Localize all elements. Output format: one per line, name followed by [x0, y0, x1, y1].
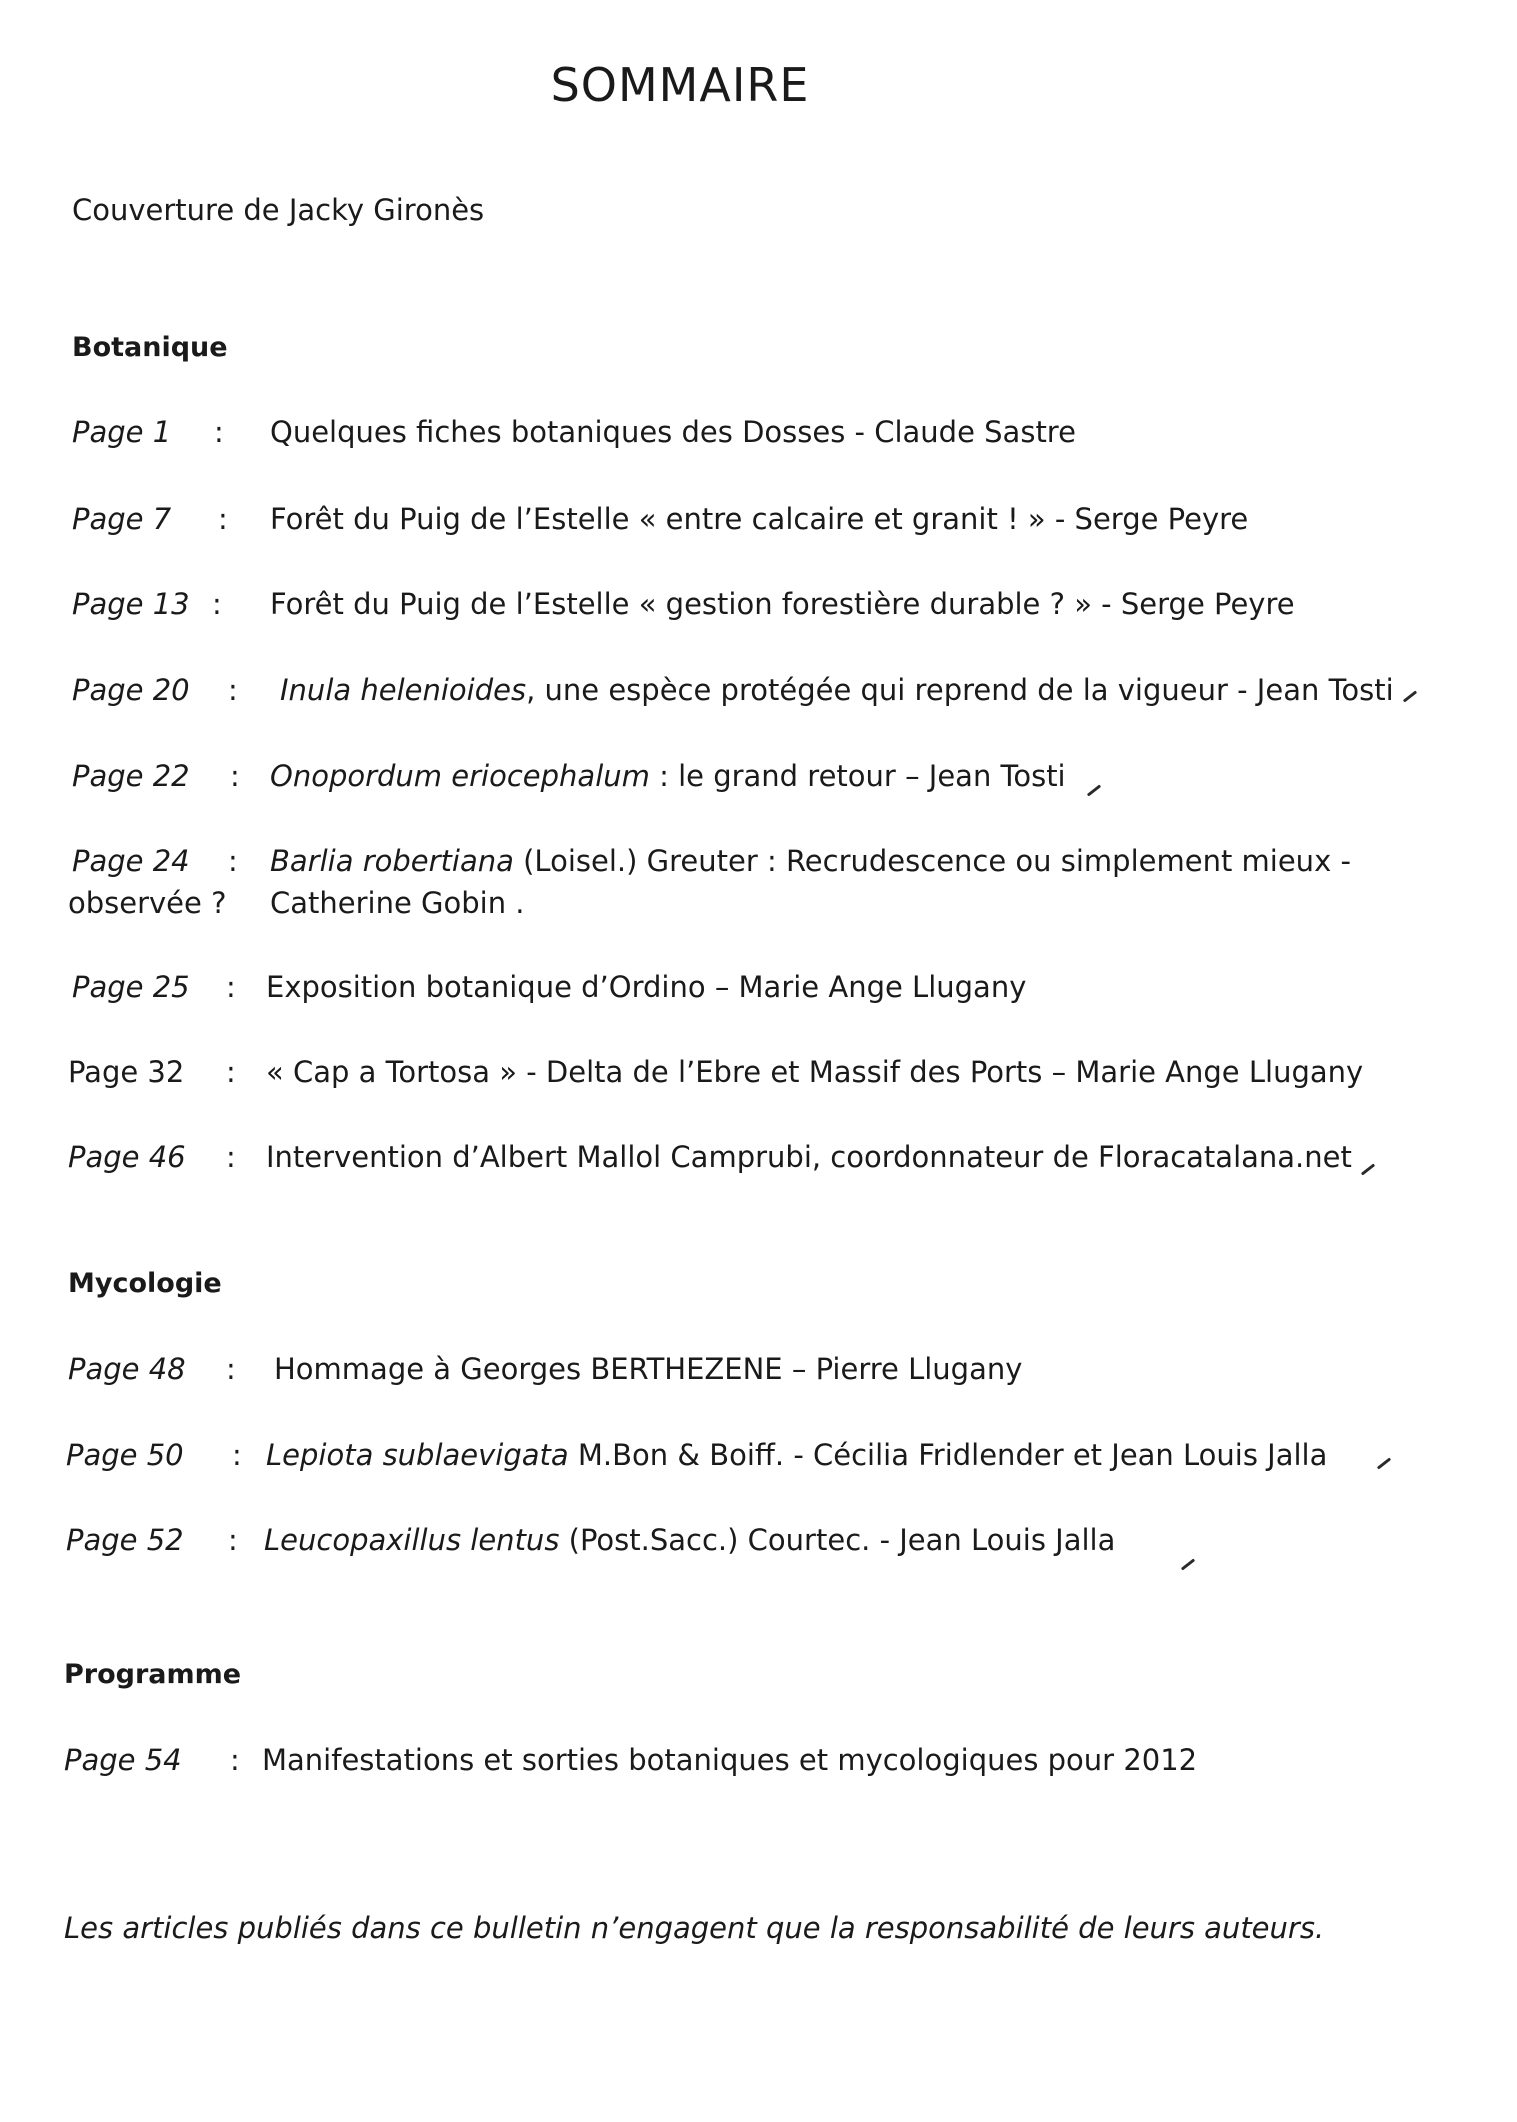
page-number: Page 54 [64, 1743, 182, 1777]
toc-entry [0, 1743, 1517, 1787]
page-number: Page 7 [72, 502, 172, 536]
separator: : [226, 1055, 236, 1089]
separator: : [228, 673, 238, 707]
separator: : [226, 1140, 236, 1174]
check-mark-icon [1403, 690, 1417, 702]
check-mark-icon [1361, 1163, 1375, 1175]
separator: : [212, 587, 222, 621]
page-number: Page 25 [72, 970, 190, 1004]
toc-entry [0, 587, 1517, 631]
separator: : [228, 1523, 238, 1557]
toc-entry [0, 759, 1517, 803]
entry-text: Onopordum eriocephalum : le grand retour – Jean Tosti [270, 759, 1066, 793]
separator: : [228, 844, 238, 878]
taxon-name: Barlia robertiana [270, 844, 514, 878]
toc-entry [0, 1140, 1517, 1184]
toc-entry [0, 415, 1517, 459]
entry-text: Lepiota sublaevigata M.Bon & Boiff. - Cécilia Fridlender et Jean Louis Jalla [266, 1438, 1328, 1472]
page-number: Page 22 [72, 759, 190, 793]
check-mark-icon [1377, 1457, 1391, 1469]
entry-text: Quelques fiches botaniques des Dosses - Claude Sastre [270, 415, 1076, 449]
check-mark-icon [1181, 1558, 1195, 1570]
separator: : [218, 502, 228, 536]
page-title: SOMMAIRE [550, 58, 810, 112]
toc-entry [0, 1523, 1517, 1567]
entry-text-continuation: observée ? [68, 886, 227, 920]
page-number: Page 50 [66, 1438, 184, 1472]
entry-text: Manifestations et sorties botaniques et mycologiques pour 2012 [262, 1743, 1198, 1777]
page-number: Page 48 [68, 1352, 186, 1386]
toc-entry [0, 1438, 1517, 1482]
page-number: Page 20 [72, 673, 190, 707]
taxon-name: Lepiota sublaevigata [266, 1438, 569, 1472]
entry-text: Barlia robertiana (Loisel.) Greuter : Recrudescence ou simplement mieux - [270, 844, 1351, 878]
entry-text: Forêt du Puig de l’Estelle « entre calcaire et granit ! » - Serge Peyre [270, 502, 1249, 536]
separator: : [226, 1352, 236, 1386]
entry-author: Catherine Gobin . [270, 886, 525, 920]
entry-text: Inula helenioides, une espèce protégée qui reprend de la vigueur - Jean Tosti [280, 673, 1394, 707]
section-heading-mycologie: Mycologie [68, 1268, 222, 1299]
taxon-name: Onopordum eriocephalum [270, 759, 650, 793]
section-heading-botanique: Botanique [72, 332, 228, 363]
page-number: Page 24 [72, 844, 190, 878]
separator: : [214, 415, 224, 449]
section-heading-programme: Programme [64, 1659, 242, 1690]
toc-entry [0, 970, 1517, 1014]
entry-text: « Cap a Tortosa » - Delta de l’Ebre et Massif des Ports – Marie Ange Llugany [266, 1055, 1364, 1089]
separator: : [230, 759, 240, 793]
entry-text: Leucopaxillus lentus (Post.Sacc.) Courtec. - Jean Louis Jalla [264, 1523, 1116, 1557]
taxon-name: Leucopaxillus lentus [264, 1523, 560, 1557]
entry-text: Hommage à Georges BERTHEZENE – Pierre Llugany [274, 1352, 1023, 1386]
page-number: Page 52 [66, 1523, 184, 1557]
disclaimer-note: Les articles publiés dans ce bulletin n’engagent que la responsabilité de leurs auteurs. [64, 1911, 1325, 1945]
toc-entry [0, 844, 1517, 920]
toc-entry [0, 502, 1517, 546]
separator: : [230, 1743, 240, 1777]
entry-text: Exposition botanique d’Ordino – Marie Ange Llugany [266, 970, 1027, 1004]
separator: : [232, 1438, 242, 1472]
cover-credit: Couverture de Jacky Gironès [72, 193, 485, 227]
toc-entry [0, 673, 1517, 717]
page-number: Page 32 [68, 1055, 185, 1089]
check-mark-icon [1087, 784, 1101, 796]
page-number: Page 13 [72, 587, 190, 621]
separator: : [226, 970, 236, 1004]
page-number: Page 1 [72, 415, 172, 449]
entry-text: Forêt du Puig de l’Estelle « gestion forestière durable ? » - Serge Peyre [270, 587, 1295, 621]
toc-entry [0, 1055, 1517, 1099]
page-number: Page 46 [68, 1140, 186, 1174]
entry-text: Intervention d’Albert Mallol Camprubi, coordonnateur de Floracatalana.net [266, 1140, 1352, 1174]
taxon-name: Inula helenioides [280, 673, 527, 707]
toc-entry [0, 1352, 1517, 1396]
